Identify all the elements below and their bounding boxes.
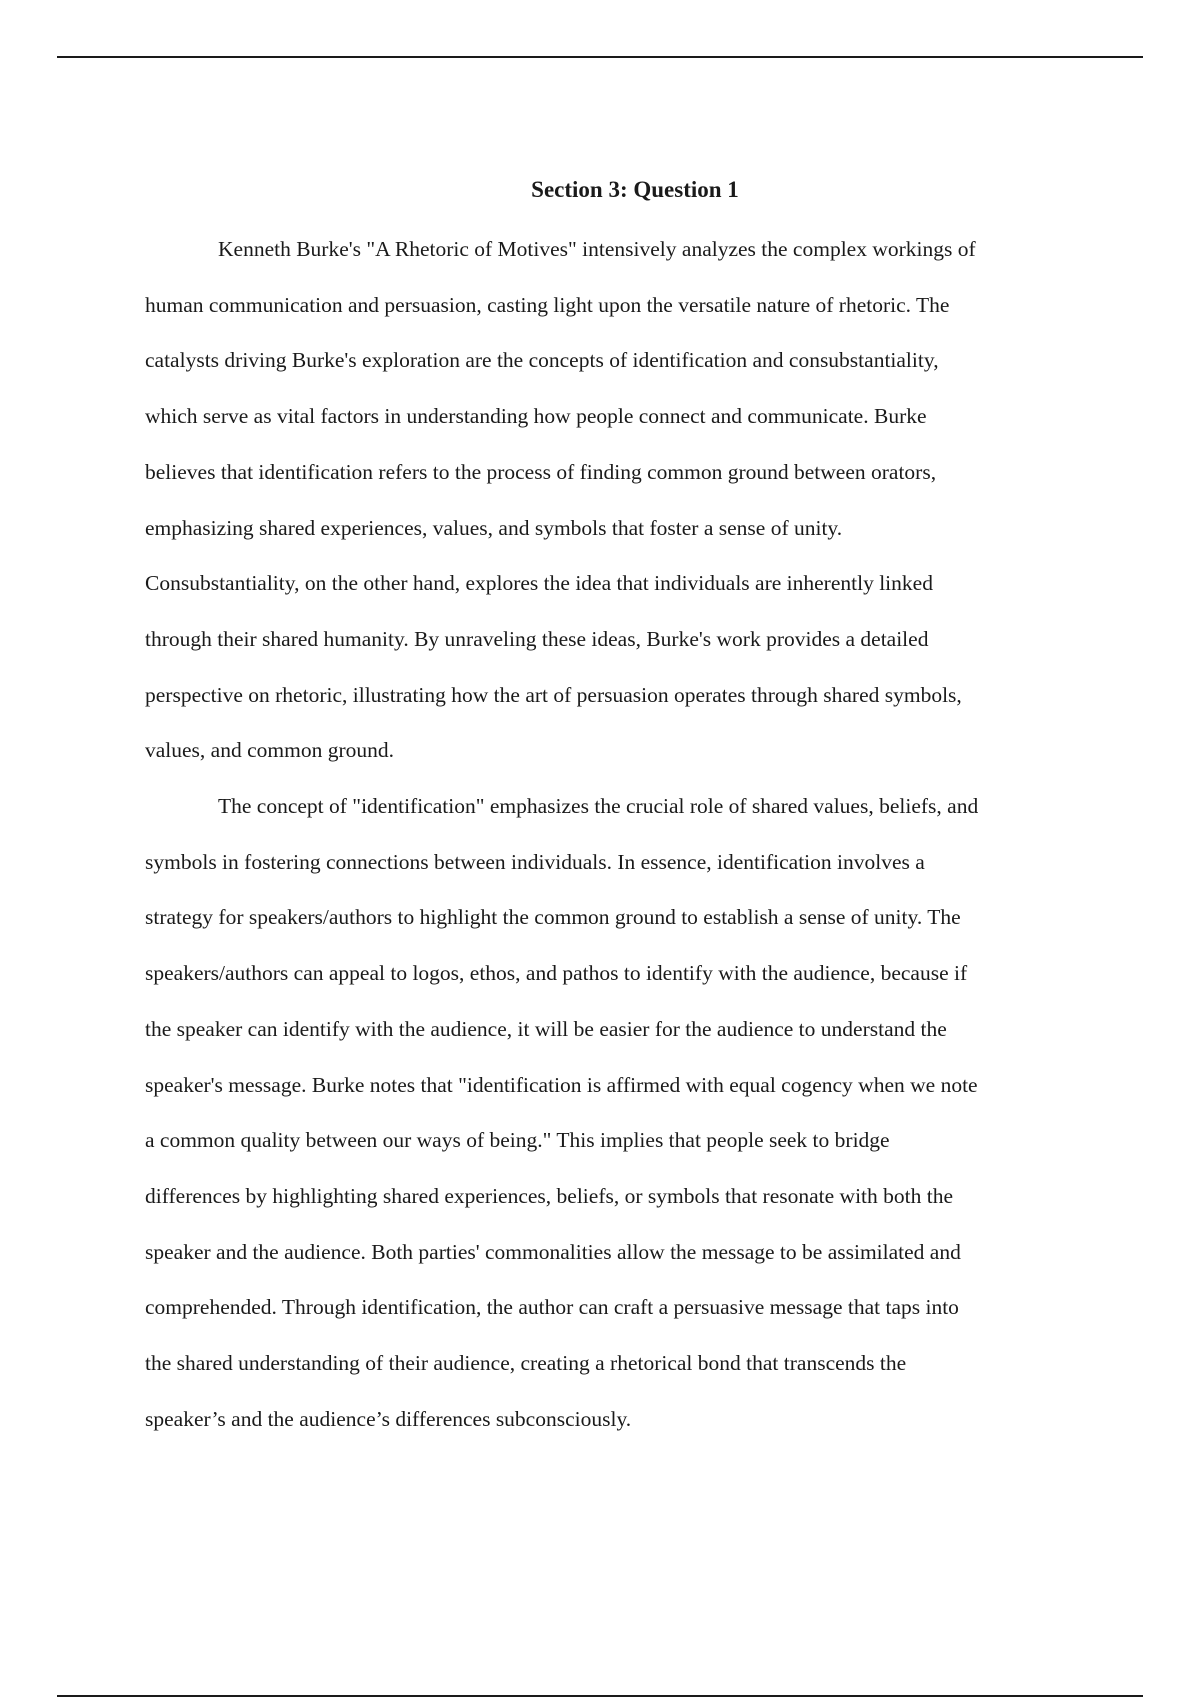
text-line: differences by highlighting shared experiences, beliefs, or symbols that resonate with both the (145, 1183, 954, 1208)
text-line: symbols in fostering connections between individuals. In essence, identification involves a (145, 849, 925, 874)
text-line: speakers/authors can appeal to logos, ethos, and pathos to identify with the audience, because if (145, 961, 968, 986)
text-line: human communication and persuasion, casting light upon the versatile nature of rhetoric. The (145, 292, 950, 317)
text-line: Consubstantiality, on the other hand, explores the idea that individuals are inherently linked (145, 571, 933, 596)
text-line: believes that identification refers to the process of finding common ground between orators, (145, 459, 937, 484)
text-line: speaker and the audience. Both parties' commonalities allow the message to be assimilated and (145, 1239, 961, 1264)
paragraph-2 (145, 779, 1085, 1447)
text-line: the shared understanding of their audience, creating a rhetorical bond that transcends the (145, 1351, 907, 1376)
text-line: strategy for speakers/authors to highlight the common ground to establish a sense of unity. The (145, 905, 961, 930)
text-line: emphasizing shared experiences, values, and symbols that foster a sense of unity. (145, 515, 843, 540)
section-heading: Section 3: Question 1 (531, 177, 739, 202)
text-line: a common quality between our ways of being." This implies that people seek to bridge (145, 1128, 890, 1153)
text-line: through their shared humanity. By unraveling these ideas, Burke's work provides a detailed (145, 626, 929, 651)
text-line: catalysts driving Burke's exploration are the concepts of identification and consubstantiality, (145, 348, 939, 373)
text-line: Kenneth Burke's "A Rhetoric of Motives" intensively analyzes the complex workings of (218, 237, 976, 261)
text-line: speaker's message. Burke notes that "identification is affirmed with equal cogency when we note (145, 1072, 978, 1097)
text-line: values, and common ground. (145, 738, 394, 763)
top-rule (57, 56, 1143, 58)
text-line: The concept of "identification" emphasizes the crucial role of shared values, beliefs, and (218, 794, 979, 819)
document-body (145, 172, 1085, 1447)
text-line: perspective on rhetoric, illustrating how the art of persuasion operates through shared symbols, (145, 682, 962, 707)
text-line: the speaker can identify with the audience, it will be easier for the audience to understand the (145, 1016, 947, 1041)
text-line: comprehended. Through identification, the author can craft a persuasive message that taps into (145, 1295, 959, 1320)
bottom-rule (57, 1695, 1143, 1697)
paragraph-1 (145, 222, 1085, 779)
text-line: speaker’s and the audience’s differences subconsciously. (145, 1406, 632, 1431)
text-line: which serve as vital factors in understanding how people connect and communicate. Burke (145, 404, 927, 429)
